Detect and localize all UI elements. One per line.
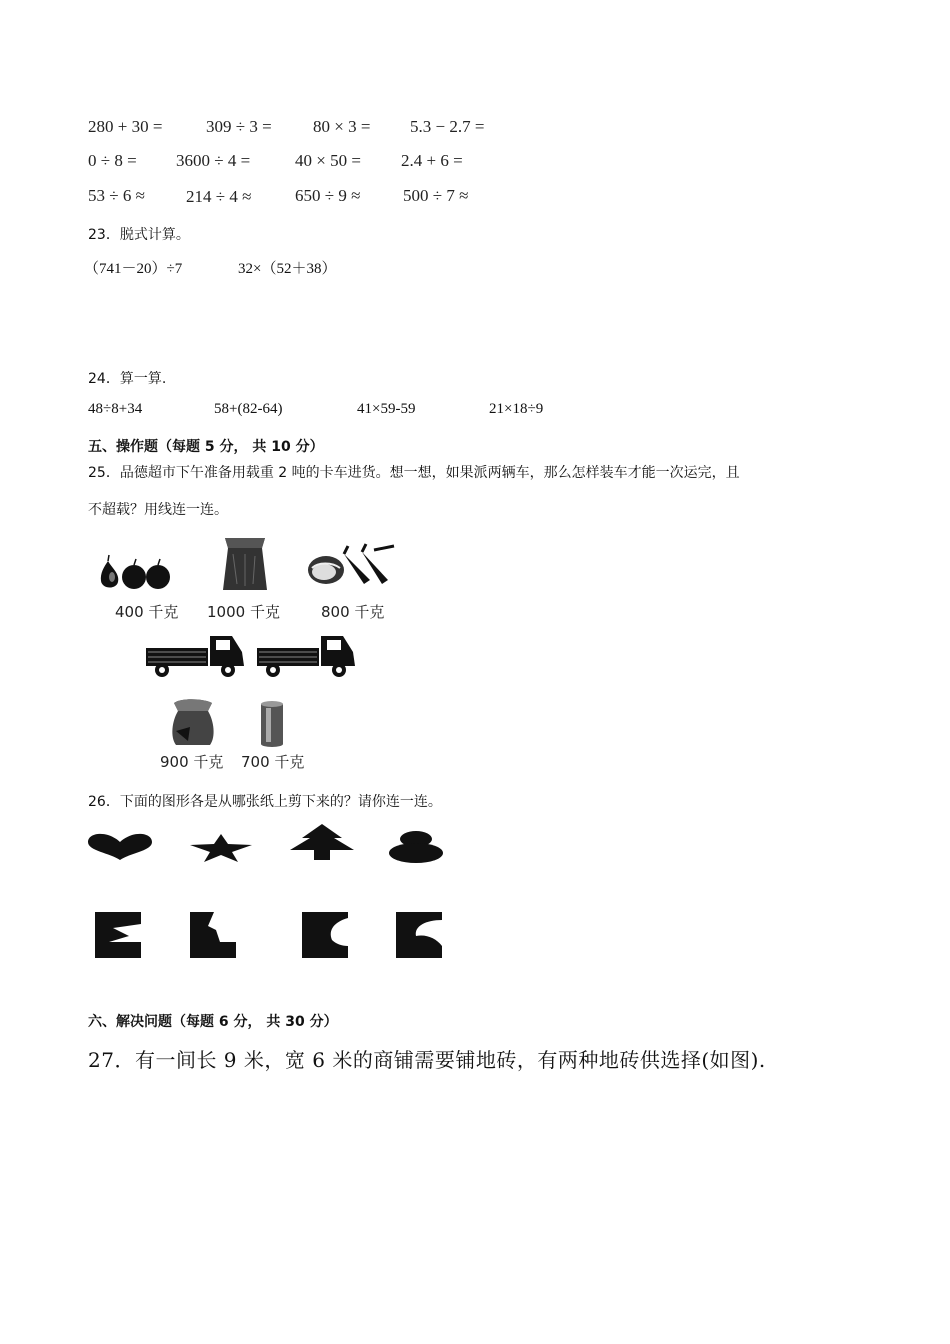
cylinder-icon — [257, 700, 287, 748]
calc-item: 309 ÷ 3 = — [206, 117, 272, 136]
question-24-title: 24．算一算. — [88, 371, 167, 387]
paper-cutout-4[interactable] — [396, 912, 442, 958]
calc-item: 80 × 3 = — [313, 117, 371, 136]
paper-cutout-3[interactable] — [302, 912, 348, 958]
weight-label: 1000 千克 — [207, 603, 280, 621]
question-26-title: 26．下面的图形各是从哪张纸上剪下来的？请你连一连。 — [88, 794, 442, 810]
weight-label: 900 千克 — [160, 753, 224, 771]
question-25-line2: 不超载？用线连一连。 — [88, 502, 228, 518]
calc-item: 3600 ÷ 4 = — [176, 151, 251, 170]
weight-label: 800 千克 — [321, 603, 385, 621]
fruit-icon — [96, 553, 176, 593]
calc-item: 650 ÷ 9 ≈ — [295, 186, 361, 205]
bag-icon — [168, 697, 218, 747]
calc-item: 53 ÷ 6 ≈ — [88, 186, 145, 205]
calc-item: 40 × 50 = — [295, 151, 361, 170]
calc-item: 0 ÷ 8 = — [88, 151, 137, 170]
truck-icon[interactable] — [255, 632, 359, 680]
question-27-text: 27．有一间长 9 米，宽 6 米的商铺需要铺地砖，有两种地砖供选择(如图). — [88, 1048, 766, 1072]
calc-item: 500 ÷ 7 ≈ — [403, 186, 469, 205]
arrow-tree-shape[interactable] — [290, 824, 354, 860]
weight-label: 700 千克 — [241, 753, 305, 771]
sack-icon — [215, 534, 275, 594]
paper-cutout-1[interactable] — [95, 912, 141, 958]
calc-item: 214 ÷ 4 ≈ — [186, 187, 252, 206]
question-23-title: 23．脱式计算。 — [88, 227, 190, 243]
calc-item: 2.4 + 6 = — [401, 151, 463, 170]
snowman-shape[interactable] — [389, 831, 443, 863]
paper-cutout-2[interactable] — [190, 912, 236, 958]
q23-expression: （741－20）÷7 — [84, 261, 183, 277]
vegetables-icon — [304, 544, 404, 592]
weight-label: 400 千克 — [115, 603, 179, 621]
section-6-title: 六、解决问题（每题 6 分， 共 30 分） — [88, 1014, 338, 1030]
question-25-line1: 25．品德超市下午准备用载重 2 吨的卡车进货。想一想，如果派两辆车，那么怎样装车才能一次运完，且 — [88, 465, 740, 481]
section-5-title: 五、操作题（每题 5 分， 共 10 分） — [88, 439, 324, 455]
heart-shape[interactable] — [88, 833, 152, 861]
truck-icon[interactable] — [144, 632, 248, 680]
star-shape[interactable] — [190, 834, 252, 862]
q24-expression: 58+(82-64) — [214, 401, 283, 417]
calc-item: 5.3 − 2.7 = — [410, 117, 485, 136]
q24-expression: 48÷8+34 — [88, 401, 143, 417]
calc-item: 280 + 30 = — [88, 117, 163, 136]
q23-expression: 32×（52＋38） — [238, 261, 337, 277]
q24-expression: 21×18÷9 — [489, 401, 544, 417]
q24-expression: 41×59-59 — [357, 401, 416, 417]
